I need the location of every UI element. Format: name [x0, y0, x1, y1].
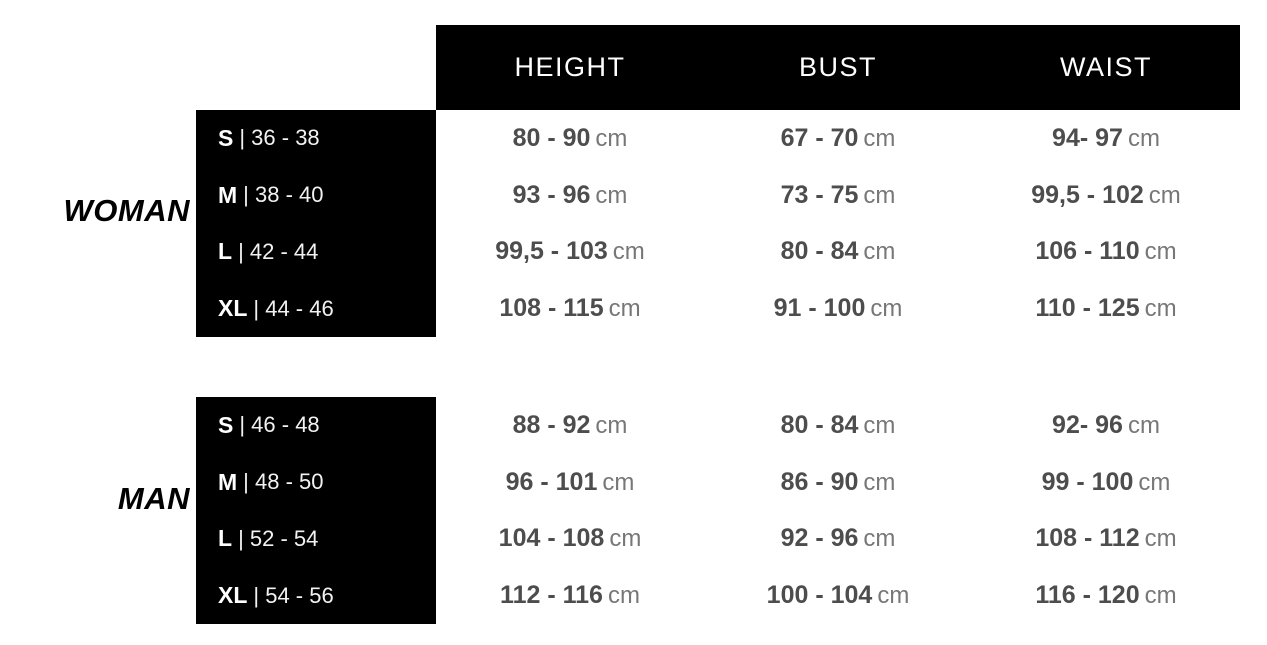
cell-value: 100 - 104 — [766, 581, 873, 610]
cell-unit: cm — [863, 238, 896, 266]
cell-unit: cm — [1138, 468, 1171, 496]
size-range: | 48 - 50 — [243, 469, 324, 495]
cell-unit: cm — [609, 525, 642, 553]
cell-height — [436, 237, 704, 266]
cell-waist — [972, 237, 1240, 266]
cell-waist — [972, 294, 1240, 323]
cell-unit: cm — [1144, 582, 1177, 610]
cell-height — [436, 524, 704, 553]
cell-bust — [704, 237, 972, 266]
cell-bust — [704, 294, 972, 323]
table-row — [436, 224, 1240, 281]
cell-value: 92 - 96 — [780, 524, 859, 553]
size-column-woman — [196, 110, 436, 337]
cell-value: 93 - 96 — [512, 180, 591, 209]
group-label-man: MAN — [117, 481, 190, 516]
cell-value: 99,5 - 102 — [1031, 180, 1144, 209]
size-code: XL — [218, 582, 248, 609]
cell-value: 96 - 101 — [505, 467, 598, 496]
size-code: S — [218, 124, 234, 151]
table-row — [436, 454, 1240, 511]
size-range: | 38 - 40 — [243, 182, 324, 208]
size-range: | 42 - 44 — [238, 238, 319, 264]
cell-height — [436, 581, 704, 610]
size-range: | 36 - 38 — [239, 125, 320, 151]
cell-value: 80 - 84 — [780, 237, 859, 266]
table-row — [436, 397, 1240, 454]
size-cell — [196, 454, 436, 511]
cell-unit: cm — [595, 124, 628, 152]
cell-value: 91 - 100 — [773, 294, 866, 323]
cell-unit: cm — [863, 468, 896, 496]
cell-unit: cm — [870, 295, 903, 323]
cell-unit: cm — [1148, 181, 1181, 209]
table-row — [436, 110, 1240, 167]
cell-unit: cm — [608, 295, 641, 323]
cell-value: 86 - 90 — [780, 467, 859, 496]
cell-unit: cm — [877, 582, 910, 610]
cell-unit: cm — [863, 525, 896, 553]
cell-unit: cm — [1144, 525, 1177, 553]
cell-unit: cm — [607, 582, 640, 610]
column-header-bust: BUST — [798, 52, 877, 82]
cell-value: 94- 97 — [1052, 123, 1123, 152]
size-range: | 46 - 48 — [239, 412, 320, 438]
table-row — [436, 280, 1240, 337]
cell-value: 99 - 100 — [1041, 467, 1134, 496]
cell-value: 110 - 125 — [1035, 294, 1140, 323]
cell-height — [436, 468, 704, 497]
cell-value: 112 - 116 — [500, 581, 603, 610]
size-range: | 44 - 46 — [253, 295, 334, 321]
cell-waist — [972, 124, 1240, 153]
size-cell — [196, 110, 436, 167]
measurements-man — [436, 397, 1240, 624]
size-cell — [196, 511, 436, 568]
cell-value: 108 - 112 — [1035, 524, 1140, 553]
measurements-woman — [436, 110, 1240, 337]
size-code: L — [218, 525, 233, 552]
cell-height — [436, 124, 704, 153]
size-cell — [196, 397, 436, 454]
column-header-height: HEIGHT — [514, 52, 626, 82]
cell-value: 116 - 120 — [1035, 581, 1140, 610]
cell-unit: cm — [1127, 411, 1160, 439]
cell-value: 80 - 84 — [780, 410, 859, 439]
cell-unit: cm — [863, 411, 896, 439]
cell-waist — [972, 524, 1240, 553]
table-row — [436, 167, 1240, 224]
cell-height — [436, 294, 704, 323]
cell-value: 99,5 - 103 — [495, 237, 608, 266]
table-row — [436, 511, 1240, 568]
cell-unit: cm — [595, 181, 628, 209]
cell-unit: cm — [863, 124, 896, 152]
cell-waist — [972, 411, 1240, 440]
cell-value: 88 - 92 — [512, 410, 591, 439]
size-range: | 52 - 54 — [238, 525, 319, 551]
table-header-row — [436, 25, 1240, 110]
cell-unit: cm — [612, 238, 645, 266]
cell-value: 104 - 108 — [498, 524, 605, 553]
cell-waist — [972, 581, 1240, 610]
cell-value: 80 - 90 — [512, 123, 591, 152]
size-code: M — [218, 468, 238, 495]
cell-unit: cm — [1144, 295, 1177, 323]
cell-bust — [704, 524, 972, 553]
cell-value: 92- 96 — [1052, 410, 1123, 439]
cell-value: 73 - 75 — [780, 180, 859, 209]
size-cell — [196, 567, 436, 624]
table-row — [436, 567, 1240, 624]
cell-value: 106 - 110 — [1035, 237, 1140, 266]
cell-value: 67 - 70 — [780, 123, 859, 152]
cell-waist — [972, 468, 1240, 497]
size-code: M — [218, 181, 238, 208]
cell-unit: cm — [1127, 124, 1160, 152]
column-header-waist: WAIST — [1060, 52, 1152, 82]
size-range: | 54 - 56 — [253, 582, 334, 608]
cell-bust — [704, 468, 972, 497]
cell-unit: cm — [602, 468, 635, 496]
cell-height — [436, 181, 704, 210]
size-cell — [196, 224, 436, 281]
cell-unit: cm — [1144, 238, 1177, 266]
cell-bust — [704, 181, 972, 210]
size-column-man — [196, 397, 436, 624]
size-cell — [196, 167, 436, 224]
size-cell — [196, 280, 436, 337]
size-code: L — [218, 238, 233, 265]
cell-value: 108 - 115 — [499, 294, 604, 323]
cell-bust — [704, 411, 972, 440]
cell-bust — [704, 124, 972, 153]
size-code: S — [218, 411, 234, 438]
cell-unit: cm — [863, 181, 896, 209]
cell-height — [436, 411, 704, 440]
size-code: XL — [218, 295, 248, 322]
group-label-woman: WOMAN — [63, 193, 190, 228]
cell-bust — [704, 581, 972, 610]
cell-waist — [972, 181, 1240, 210]
cell-unit: cm — [595, 411, 628, 439]
